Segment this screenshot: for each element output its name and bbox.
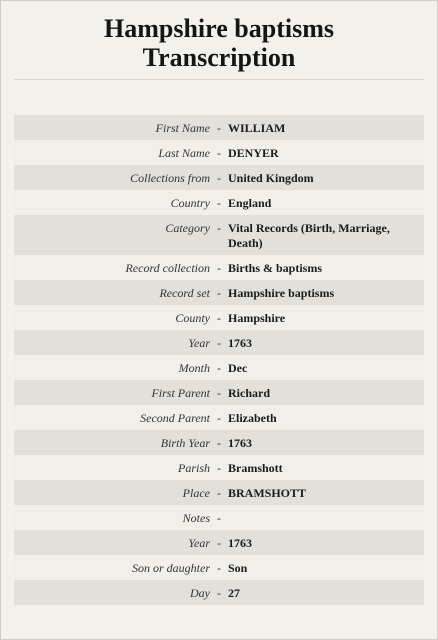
field-separator: -: [217, 121, 221, 135]
page-title: [0, 14, 438, 72]
field-label: Day: [190, 586, 210, 600]
field-value: Vital Records (Birth, Marriage, Death): [228, 221, 390, 250]
field-value: Hampshire baptisms: [228, 286, 335, 300]
field-label: Collections from: [130, 171, 210, 185]
field-value: Bramshott: [228, 461, 283, 475]
table-row: [14, 355, 424, 380]
field-separator: -: [217, 436, 221, 450]
field-label: Place: [182, 486, 210, 500]
field-label: Record collection: [125, 261, 210, 275]
field-separator: -: [217, 511, 221, 525]
field-label: First Name: [155, 121, 210, 135]
field-label: Son or daughter: [132, 561, 210, 575]
table-row: [14, 580, 424, 605]
field-label: Month: [178, 361, 210, 375]
field-separator: -: [217, 561, 221, 575]
table-row: [14, 215, 424, 255]
field-value: 1763: [228, 536, 252, 550]
field-separator: -: [217, 361, 221, 375]
table-row: [14, 405, 424, 430]
table-row: [14, 430, 424, 455]
field-separator: -: [217, 536, 221, 550]
title-divider: [14, 79, 424, 80]
field-label: Notes: [182, 511, 210, 525]
table-row: [14, 505, 424, 530]
table-row: [14, 305, 424, 330]
field-value: Dec: [228, 361, 248, 375]
table-row: [14, 455, 424, 480]
field-separator: -: [217, 171, 221, 185]
field-value: Hampshire: [228, 311, 286, 325]
field-label: Category: [165, 221, 210, 235]
field-label: Country: [170, 196, 210, 210]
field-value: Births & baptisms: [228, 261, 323, 275]
field-value: Elizabeth: [228, 411, 277, 425]
table-row: [14, 555, 424, 580]
field-value: [228, 505, 424, 511]
field-value: Son: [228, 561, 248, 575]
transcription-table: [14, 115, 424, 605]
field-separator: -: [217, 286, 221, 300]
field-label: County: [175, 311, 210, 325]
field-separator: -: [217, 386, 221, 400]
field-label: Record set: [159, 286, 210, 300]
field-value: 27: [228, 586, 240, 600]
field-separator: -: [217, 336, 221, 350]
title-line-2: Transcription: [142, 43, 296, 72]
table-row: [14, 480, 424, 505]
table-row: [14, 255, 424, 280]
field-label: Year: [188, 536, 210, 550]
field-separator: -: [217, 586, 221, 600]
table-row: [14, 190, 424, 215]
table-row: [14, 165, 424, 190]
field-value: DENYER: [228, 146, 279, 160]
field-separator: -: [217, 411, 221, 425]
field-label: First Parent: [151, 386, 210, 400]
table-row: [14, 115, 424, 140]
field-separator: -: [217, 461, 221, 475]
field-value: 1763: [228, 336, 252, 350]
field-value: Richard: [228, 386, 270, 400]
title-line-1: Hampshire baptisms: [104, 14, 334, 43]
table-row: [14, 530, 424, 555]
field-separator: -: [217, 221, 221, 235]
field-separator: -: [217, 261, 221, 275]
field-value: 1763: [228, 436, 252, 450]
field-label: Second Parent: [140, 411, 210, 425]
field-label: Parish: [177, 461, 210, 475]
table-row: [14, 140, 424, 165]
field-value: United Kingdom: [228, 171, 314, 185]
field-separator: -: [217, 486, 221, 500]
table-row: [14, 280, 424, 305]
field-label: Last Name: [158, 146, 210, 160]
field-separator: -: [217, 311, 221, 325]
field-separator: -: [217, 146, 221, 160]
table-row: [14, 330, 424, 355]
field-value: BRAMSHOTT: [228, 486, 307, 500]
field-value: England: [228, 196, 272, 210]
field-separator: -: [217, 196, 221, 210]
field-value: WILLIAM: [228, 121, 286, 135]
field-label: Birth Year: [160, 436, 210, 450]
field-label: Year: [188, 336, 210, 350]
table-row: [14, 380, 424, 405]
